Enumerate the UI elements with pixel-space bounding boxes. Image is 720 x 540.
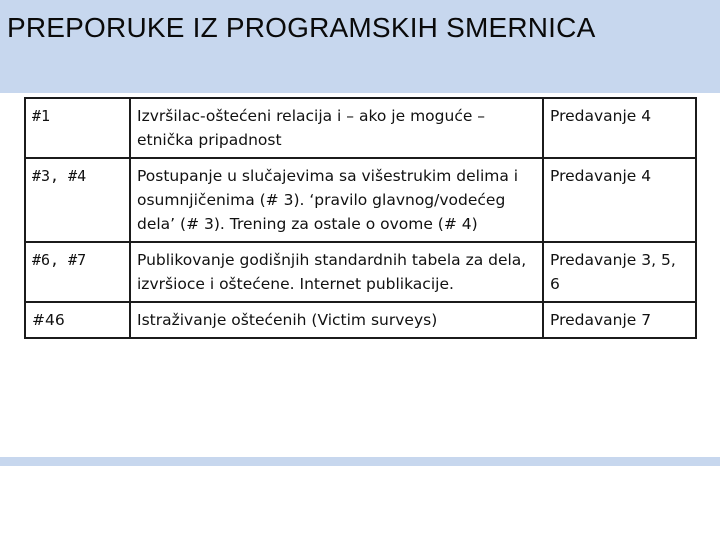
recommendation-number: #3, #4 (25, 158, 130, 242)
page-title: PREPORUKE IZ PROGRAMSKIH SMERNICA (7, 12, 596, 43)
table-row (25, 98, 696, 158)
title-band (0, 0, 720, 93)
lecture-reference: Predavanje 7 (543, 302, 696, 338)
table-row (25, 242, 696, 302)
recommendation-description: Publikovanje godišnjih standardnih tabela za dela, izvršioce i oštećene. Internet publikacije. (130, 242, 543, 302)
bottom-divider-stripe (0, 457, 720, 466)
recommendation-number: #1 (25, 98, 130, 158)
recommendation-description: Izvršilac-oštećeni relacija i – ako je moguće – etnička pripadnost (130, 98, 543, 158)
lecture-reference: Predavanje 3, 5, 6 (543, 242, 696, 302)
table-row (25, 302, 696, 338)
recommendation-description: Istraživanje oštećenih (Victim surveys) (130, 302, 543, 338)
recommendation-description: Postupanje u slučajevima sa višestrukim delima i osumnjičenima (# 3). ‘pravilo glavnog/vodećeg dela’ (# 3). Trening za ostale o ovome (# 4) (130, 158, 543, 242)
lecture-reference: Predavanje 4 (543, 98, 696, 158)
table-row (25, 158, 696, 242)
lecture-reference: Predavanje 4 (543, 158, 696, 242)
recommendation-number: #6, #7 (25, 242, 130, 302)
recommendations-table (24, 97, 697, 339)
recommendation-number: #46 (25, 302, 130, 338)
